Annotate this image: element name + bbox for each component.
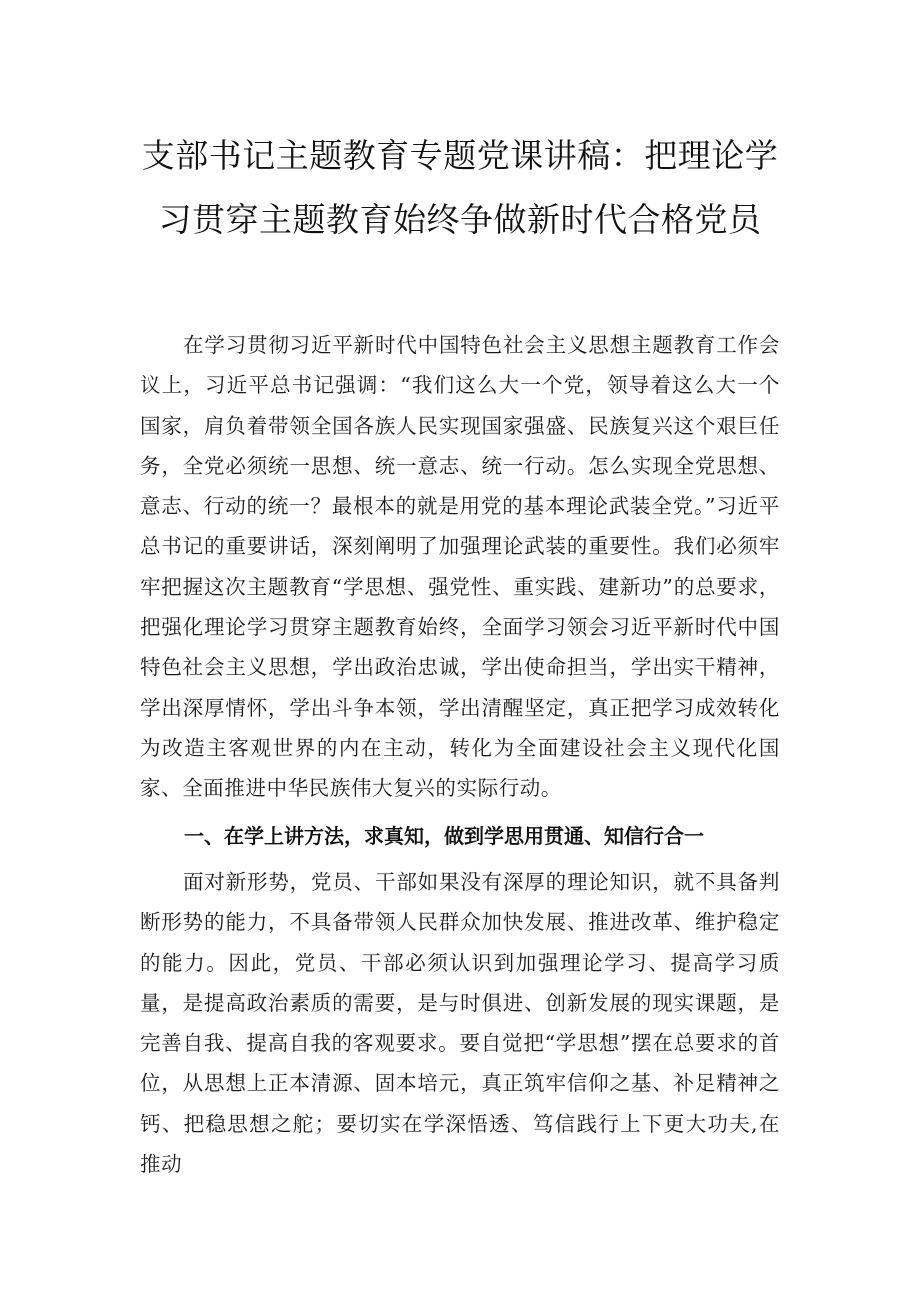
section-heading: 一、在学上讲方法，求真知，做到学思用贯通、知信行合一 [184, 824, 704, 848]
section-paragraph: 面对新形势，党员、干部如果没有深厚的理论知识，就不具备判断形势的能力，不具备带领人民群众加快发展、推进改革、维护稳定的能力。因此，党员、干部必须认识到加强理论学习、提高学习质量，是提高政治素质的需要，是与时俱进、创新发展的现实课题，是完善自我、提高自我的客观要求。要自觉把“学思想”摆在总要求的首位，从思想上正本清源、固本培元，真正筑牢信仰之基、补足精神之钙、把稳思想之舵；要切实在学深悟透、笃信践行上下更大功夫,在推动 [140, 870, 780, 1177]
intro-paragraph: 在学习贯彻习近平新时代中国特色社会主义思想主题教育工作会议上，习近平总书记强调：“我们这么大一个党，领导着这么大一个国家，肩负着带领全国各族人民实现国家强盛、民族复兴这个艰巨任务，全党必须统一思想、统一意志、统一行动。怎么实现全党思想、意志、行动的统一？最根本的就是用党的基本理论武装全党。”习近平总书记的重要讲话，深刻阐明了加强理论武装的重要性。我们必须牢牢把握这次主题教育“学思想、强党性、重实践、建新功”的总要求，把强化理论学习贯穿主题教育始终，全面学习领会习近平新时代中国特色社会主义思想，学出政治忠诚，学出使命担当，学出实干精神，学出深厚情怀，学出斗争本领，学出清醒坚定，真正把学习成效转化为改造主客观世界的内在主动，转化为全面建设社会主义现代化国家、全面推进中华民族伟大复兴的实际行动。 [140, 333, 780, 801]
document-title: 支部书记主题教育专题党课讲稿：把理论学习贯穿主题教育始终争做新时代合格党员 [141, 136, 779, 239]
